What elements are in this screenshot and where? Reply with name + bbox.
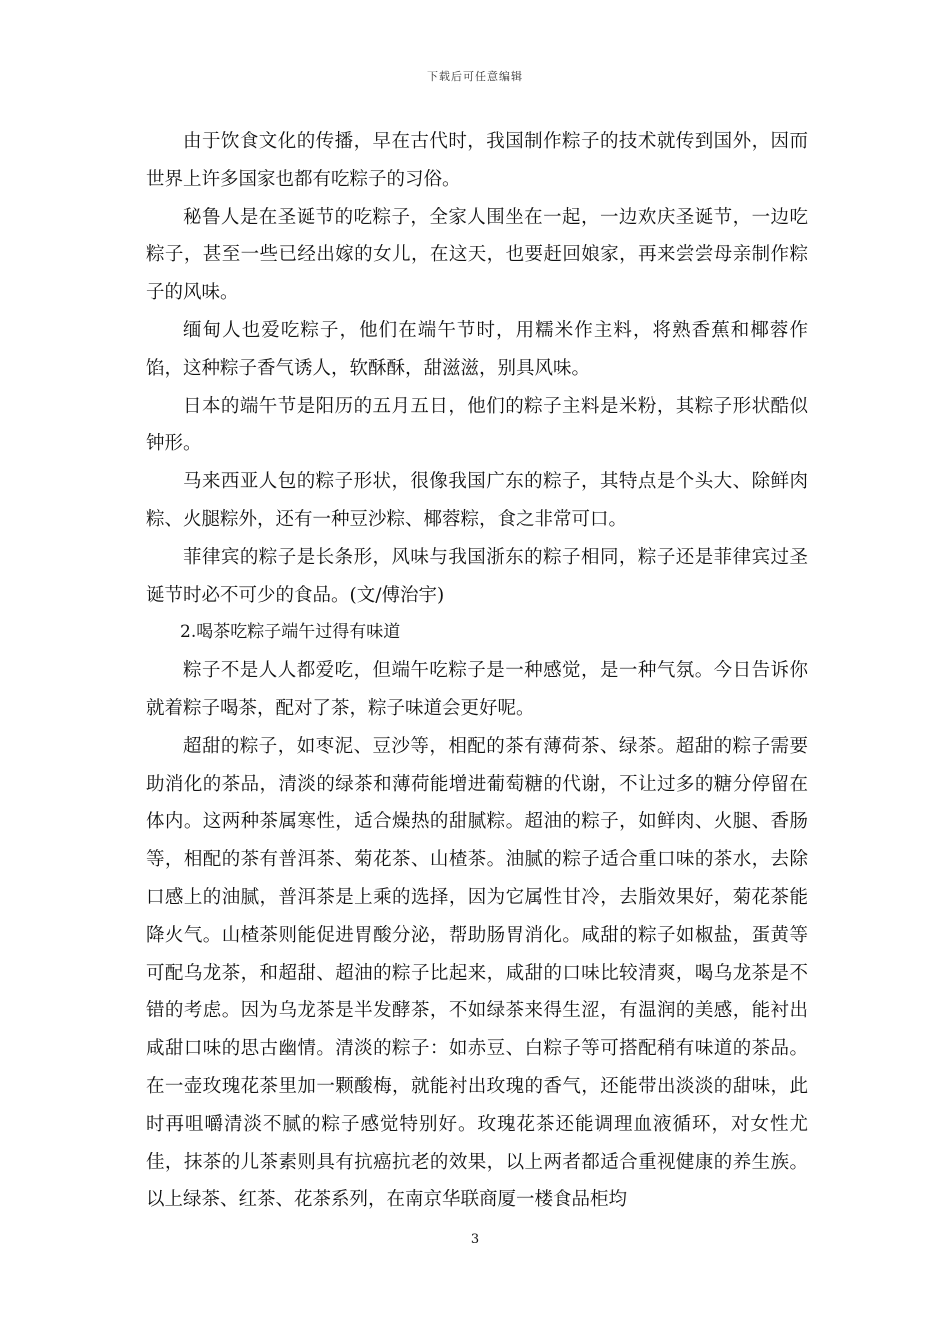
section-heading: 2.喝茶吃粽子端午过得有味道 — [180, 622, 401, 643]
paragraph-philippines: 菲律宾的粽子是长条形，风味与我国浙东的粽子相同，粽子还是菲律宾过圣诞节时必不可少的食品。(文/傅治宇) — [146, 546, 808, 606]
page-number: 3 — [470, 1232, 480, 1247]
paragraph-myanmar: 缅甸人也爱吃粽子，他们在端午节时，用糯米作主料，将熟香蕉和椰蓉作馅，这种粽子香气诱人，软酥酥，甜滋滋，别具风味。 — [146, 319, 808, 379]
page-header: 下载后可任意编辑 — [427, 70, 523, 83]
document-body — [146, 123, 808, 1219]
paragraph-japan: 日本的端午节是阳历的五月五日，他们的粽子主料是米粉，其粽子形状酷似钟形。 — [146, 395, 808, 455]
paragraph-tea-intro: 粽子不是人人都爱吃，但端午吃粽子是一种感觉，是一种气氛。今日告诉你就着粽子喝茶，配对了茶，粽子味道会更好呢。 — [146, 660, 808, 719]
paragraph-peru: 秘鲁人是在圣诞节的吃粽子，全家人围坐在一起，一边欢庆圣诞节，一边吃粽子，甚至一些已经出嫁的女儿，在这天，也要赶回娘家，再来尝尝母亲制作粽子的风味。 — [146, 206, 808, 304]
paragraph-zongzi-spread: 由于饮食文化的传播，早在古代时，我国制作粽子的技术就传到国外，因而世界上许多国家也都有吃粽子的习俗。 — [146, 131, 808, 190]
paragraph-malaysia: 马来西亚人包的粽子形状，很像我国广东的粽子，其特点是个头大、除鲜肉粽、火腿粽外，还有一种豆沙粽、椰蓉粽，食之非常可口。 — [146, 471, 808, 530]
paragraph-tea-pairing: 超甜的粽子，如枣泥、豆沙等，相配的茶有薄荷茶、绿茶。超甜的粽子需要助消化的茶品，清淡的绿茶和薄荷能增进葡萄糖的代谢，不让过多的糖分停留在体内。这两种茶属寒性，适合燥热的甜腻粽。超油的粽子，如鲜肉、火腿、香肠等，相配的茶有普洱茶、菊花茶、山楂茶。油腻的粽子适合重口味的茶水，去除口感上的油腻，普洱茶是上乘的选择，因为它属性甘冷，去脂效果好，菊花茶能降火气。山楂茶则能促进胃酸分泌，帮助肠胃消化。咸甜的粽子如椒盐，蛋黄等可配乌龙茶，和超甜、超油的粽子比起来，咸甜的口味比较清爽，喝乌龙茶是不错的考虑。因为乌龙茶是半发酵茶，不如绿茶来得生涩，有温润的美感，能衬出咸甜口味的思古幽情。清淡的粽子：如赤豆、白粽子等可搭配稍有味道的茶品。在一壶玫瑰花茶里加一颗酸梅，就能衬出玫瑰的香气，还能带出淡淡的甜味，此时再咀嚼清淡不腻的粽子感觉特别好。玫瑰花茶还能调理血液循环，对女性尤佳，抹茶的儿茶素则具有抗癌抗老的效果，以上两者都适合重视健康的养生族。以上绿茶、红茶、花茶系列，在南京华联商厦一楼食品柜均 — [146, 735, 808, 1211]
